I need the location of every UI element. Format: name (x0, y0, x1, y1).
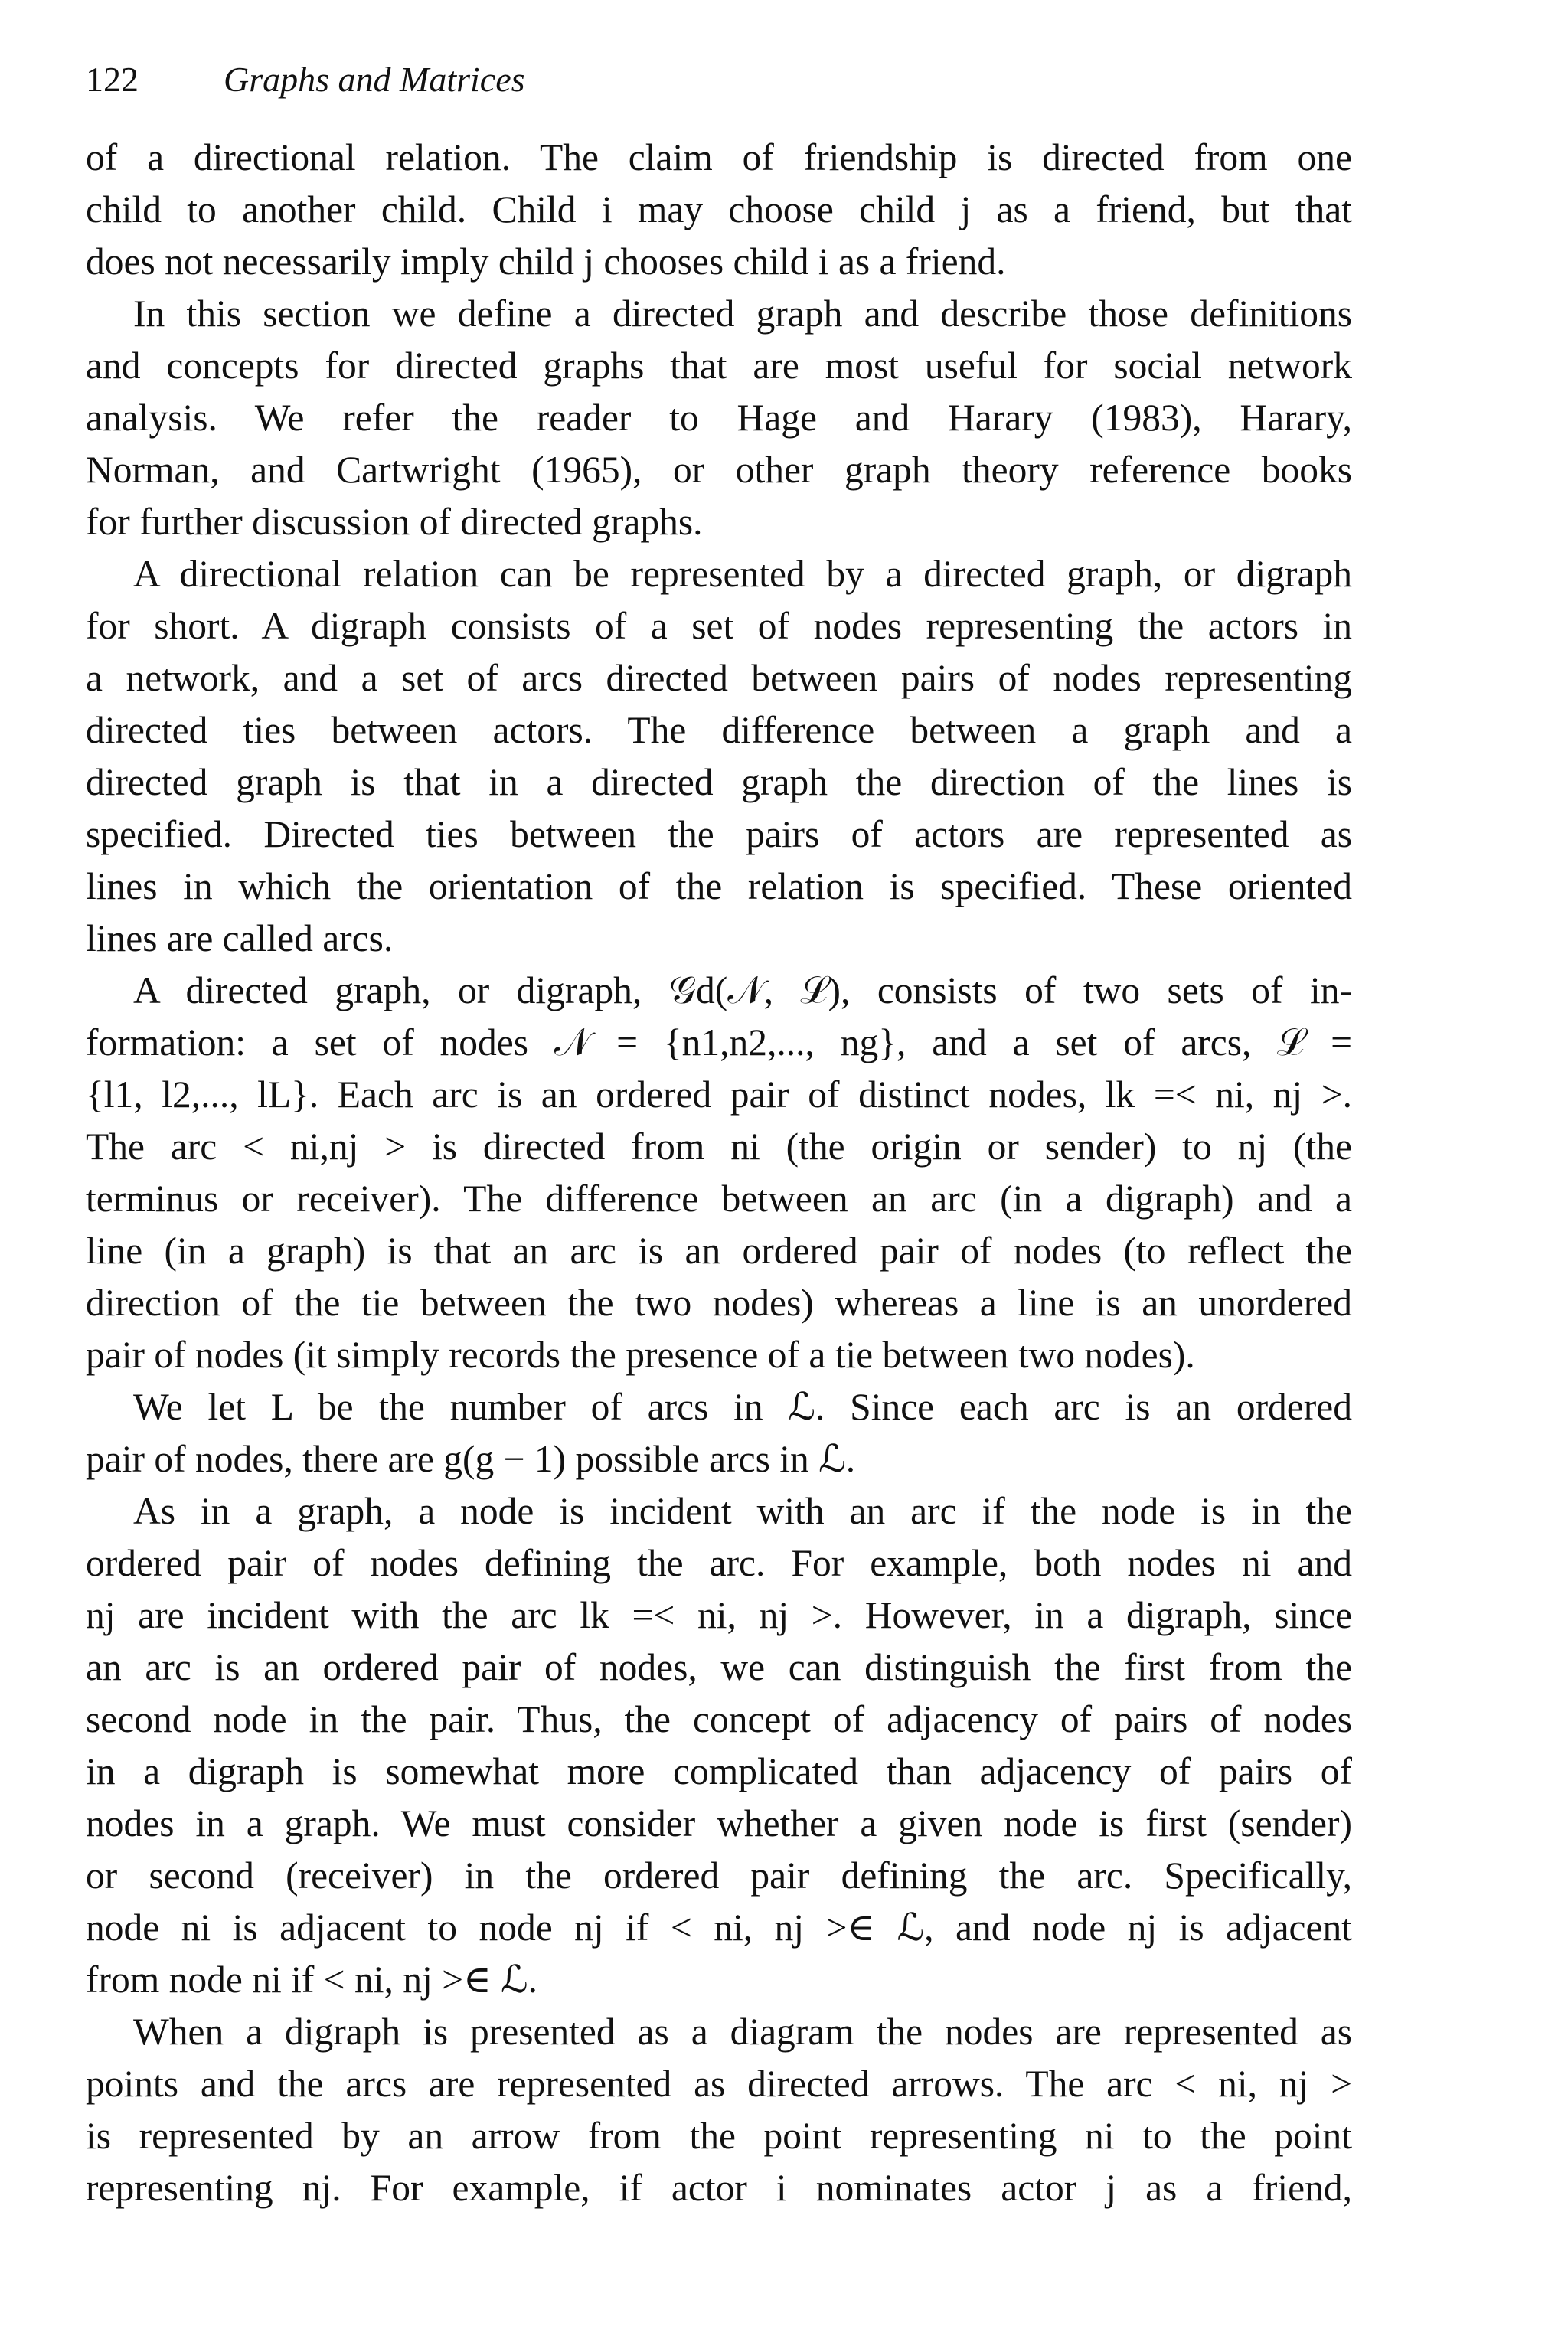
text-line: pair of nodes, there are g(g − 1) possible arcs in ℒ. (86, 1438, 856, 1480)
text-line: representing nj. For example, if actor i nominates actor j as a friend, (86, 2167, 1352, 2209)
text-line: does not necessarily imply child j chooses child i as a friend. (86, 240, 1006, 283)
running-header (86, 57, 525, 103)
text-line: directed ties between actors. The difference between a graph and a (86, 709, 1352, 751)
text-line: for short. A digraph consists of a set of nodes representing the actors in (86, 605, 1352, 647)
text-line: second node in the pair. Thus, the concept of adjacency of pairs of nodes (86, 1698, 1352, 1740)
text-line: specified. Directed ties between the pairs of actors are represented as (86, 813, 1352, 855)
text-line: lines are called arcs. (86, 917, 394, 959)
text-line: {l1, l2,..., lL}. Each arc is an ordered pair of distinct nodes, lk =< ni, nj >. (86, 1073, 1352, 1116)
text-line: or second (receiver) in the ordered pair defining the arc. Specifically, (86, 1854, 1352, 1897)
text-line: line (in a graph) is that an arc is an ordered pair of nodes (to reflect the (86, 1230, 1352, 1272)
text-line: terminus or receiver). The difference between an arc (in a digraph) and a (86, 1178, 1352, 1220)
text-line: As in a graph, a node is incident with an arc if the node is in the (133, 1490, 1352, 1532)
text-line: from node ni if < ni, nj >∈ ℒ. (86, 1959, 538, 2001)
text-line: We let L be the number of arcs in ℒ. Since each arc is an ordered (133, 1386, 1352, 1428)
text-line: an arc is an ordered pair of nodes, we can distinguish the first from the (86, 1646, 1352, 1688)
text-line: In this section we define a directed graph and describe those definitions (133, 292, 1352, 335)
text-line: Norman, and Cartwright (1965), or other graph theory reference books (86, 449, 1352, 491)
text-line: nodes in a graph. We must consider whether a given node is first (sender) (86, 1802, 1352, 1844)
text-line: A directional relation can be represented by a directed graph, or digraph (133, 553, 1352, 595)
text-line: A directed graph, or digraph, 𝒢d(𝒩, ℒ), consists of two sets of in- (133, 969, 1352, 1011)
text-line: child to another child. Child i may choose child j as a friend, but that (86, 188, 1352, 230)
text-line: in a digraph is somewhat more complicated than adjacency of pairs of (86, 1750, 1352, 1792)
page-number: 122 (86, 60, 139, 99)
text-line: direction of the tie between the two nodes) whereas a line is an unordered (86, 1282, 1352, 1324)
text-line: analysis. We refer the reader to Hage and Harary (1983), Harary, (86, 397, 1352, 439)
text-line: lines in which the orientation of the relation is specified. These oriented (86, 865, 1352, 907)
text-line: of a directional relation. The claim of friendship is directed from one (86, 136, 1352, 178)
text-line: directed graph is that in a directed graph the direction of the lines is (86, 761, 1352, 803)
text-line: and concepts for directed graphs that are most useful for social network (86, 345, 1352, 387)
text-line: formation: a set of nodes 𝒩 = {n1,n2,..., ng}, and a set of arcs, ℒ = (86, 1021, 1352, 1063)
text-line: is represented by an arrow from the point representing ni to the point (86, 2115, 1352, 2157)
text-line: for further discussion of directed graphs. (86, 501, 703, 543)
text-line: When a digraph is presented as a diagram the nodes are represented as (133, 2011, 1352, 2053)
text-line: The arc < ni,nj > is directed from ni (the origin or sender) to nj (the (86, 1126, 1352, 1168)
text-line: nj are incident with the arc lk =< ni, nj >. However, in a digraph, since (86, 1594, 1352, 1636)
text-line: pair of nodes (it simply records the presence of a tie between two nodes). (86, 1334, 1195, 1376)
text-line: ordered pair of nodes defining the arc. For example, both nodes ni and (86, 1542, 1352, 1584)
running-title: Graphs and Matrices (224, 60, 525, 99)
text-line: node ni is adjacent to node nj if < ni, nj >∈ ℒ, and node nj is adjacent (86, 1906, 1352, 1949)
text-line: points and the arcs are represented as directed arrows. The arc < ni, nj > (86, 2063, 1352, 2105)
text-line: a network, and a set of arcs directed between pairs of nodes representing (86, 657, 1352, 699)
